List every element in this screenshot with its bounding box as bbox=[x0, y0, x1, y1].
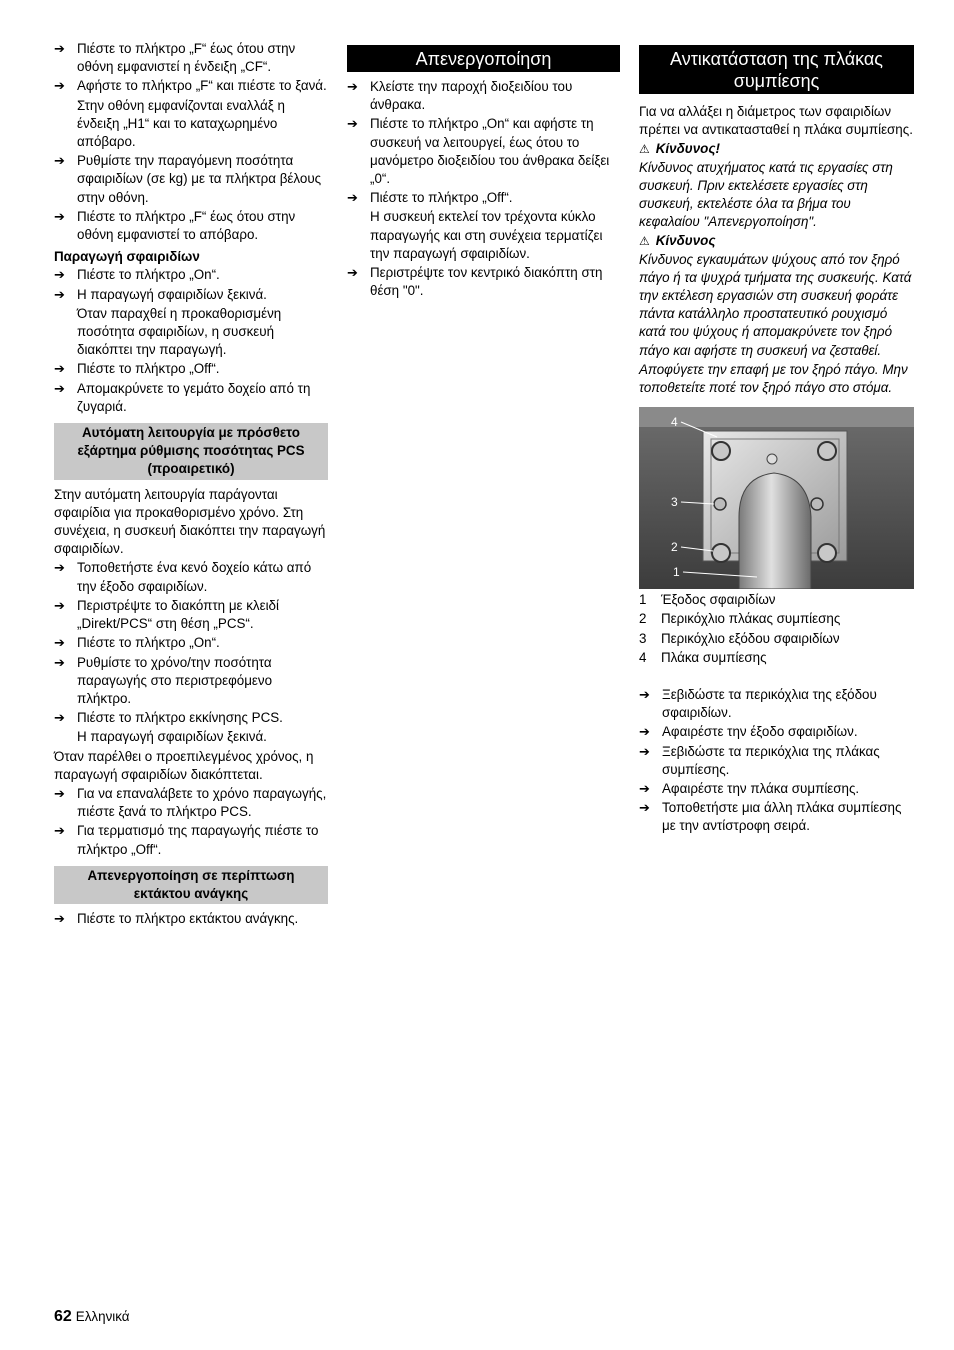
step-note: Στην οθόνη εμφανίζονται εναλλάξ η ένδειξη „H1“ και το καταχωρημένο απόβαρο. bbox=[77, 97, 285, 150]
step-item: ➔ Ρυθμίστε την παραγόμενη ποσότητα σφαιριδίων (σε kg) με τα πλήκτρα βέλους στην οθόνη. bbox=[54, 153, 322, 205]
auto-intro: Στην αυτόματη λειτουργία παράγονται σφαιρίδια για προκαθορισμένο χρόνο. Στη συνέχεια, η συσκευή διακόπτει την παραγωγή σφαιριδίων. bbox=[54, 486, 326, 557]
middle-column bbox=[347, 40, 620, 301]
compression-plate-illustration bbox=[639, 407, 914, 589]
warning-triangle-icon: ⚠ bbox=[639, 234, 650, 249]
step-item: ➔ Πιέστε το πλήκτρο „On“. bbox=[54, 266, 328, 284]
plate-nut bbox=[818, 442, 836, 460]
arrow-icon: ➔ bbox=[347, 265, 358, 281]
step-item: ➔ Πιέστε το πλήκτρο „On“. bbox=[54, 634, 328, 652]
step-item: ➔ Πιέστε το πλήκτρο „Off“. bbox=[54, 360, 328, 378]
step-item: ➔ Αφαιρέστε την έξοδο σφαιριδίων. bbox=[639, 723, 914, 741]
legend-item: 4 Πλάκα συμπίεσης bbox=[639, 649, 767, 665]
step-item: ➔ Ξεβιδώστε τα περικόχλια της πλάκας συμπίεσης. bbox=[639, 743, 880, 777]
step-item: ➔ Αφαιρέστε την πλάκα συμπίεσης. bbox=[639, 780, 914, 798]
footer-language: Ελληνικά bbox=[75, 1309, 130, 1324]
danger-text: Κίνδυνος εγκαυμάτων ψύχους από τον ξηρό πάγο ή τα ψυχρά τμήματα της συσκευής. Κατά την εκτέλεση εργασιών στη συσκευή φοράτε πάντα κατάλληλο προστατευτικό ρουχισμό κατά του ψύχους ή απομακρύνετε τον ξηρό πάγο και αφήστε τη συσκευή να ζεσταθεί. bbox=[639, 251, 912, 358]
arrow-icon: ➔ bbox=[347, 116, 358, 132]
arrow-icon: ➔ bbox=[639, 724, 650, 740]
step-item: ➔ Ξεβιδώστε τα περικόχλια της εξόδου σφαιριδίων. bbox=[639, 687, 877, 721]
arrow-icon: ➔ bbox=[54, 654, 65, 670]
arrow-icon: ➔ bbox=[54, 635, 65, 651]
legend-item: 1 Έξοδος σφαιριδίων bbox=[639, 592, 776, 608]
compression-plate-photo bbox=[639, 407, 914, 589]
step-item: ➔ Πιέστε το πλήκτρο „Off“. bbox=[347, 189, 620, 207]
step-item: ➔ Αφήστε το πλήκτρο „F“ και πιέστε το ξανά. bbox=[54, 77, 328, 95]
danger-title: ⚠ Κίνδυνος! bbox=[639, 141, 720, 157]
step-item: ➔ Για τερματισμό της παραγωγής πιέστε το πλήκτρο „Off“. bbox=[54, 823, 319, 857]
page-footer bbox=[54, 1308, 130, 1326]
shutdown-heading: Απενεργοποίηση bbox=[347, 45, 620, 72]
arrow-icon: ➔ bbox=[54, 267, 65, 283]
step-note: Όταν παραχθεί η προκαθορισμένη ποσότητα σφαιριδίων, η συσκευή διακόπτει την παραγωγή. bbox=[77, 305, 282, 358]
legend-item: 2 Περικόχλιο πλάκας συμπίεσης bbox=[639, 611, 841, 627]
arrow-icon: ➔ bbox=[54, 286, 65, 302]
danger-text: Αποφύγετε την επαφή με τον ξηρό πάγο. Μην τοποθετείτε ποτέ τον ξηρό πάγο στο στόμα. bbox=[639, 361, 908, 396]
plate-nut bbox=[712, 544, 730, 562]
production-heading: Παραγωγή σφαιριδίων bbox=[54, 249, 200, 265]
left-column bbox=[54, 40, 328, 929]
step-item: ➔ Τοποθετήστε μια άλλη πλάκα συμπίεσης με την αντίστροφη σειρά. bbox=[639, 800, 902, 834]
plate-nut bbox=[712, 442, 730, 460]
step-note: Η συσκευή εκτελεί τον τρέχοντα κύκλο παραγωγής και στη συνέχεια τερματίζει την παραγωγή σφαιριδίων. bbox=[370, 209, 603, 261]
spacer bbox=[639, 668, 914, 686]
step-item: ➔ Για να επαναλάβετε το χρόνο παραγωγής, πιέστε ξανά το πλήκτρο PCS. bbox=[54, 785, 327, 820]
arrow-icon: ➔ bbox=[54, 208, 65, 224]
outlet-nut bbox=[811, 498, 823, 510]
plate-nut bbox=[818, 544, 836, 562]
step-item: ➔ Περιστρέψτε τον κεντρικό διακόπτη στη θέση "0". bbox=[347, 265, 603, 299]
callout-number: 2 bbox=[671, 540, 678, 555]
step-item: ➔ Τοποθετήστε ένα κενό δοχείο κάτω από την έξοδο σφαιριδίων. bbox=[54, 560, 312, 594]
arrow-icon: ➔ bbox=[54, 153, 65, 169]
arrow-icon: ➔ bbox=[639, 800, 650, 816]
emergency-heading: Απενεργοποίηση σε περίπτωση εκτάκτου ανάγκης bbox=[54, 866, 328, 904]
outlet-bolt bbox=[767, 454, 777, 464]
step-item: ➔ Πιέστε το πλήκτρο „F“ έως ότου στην οθόνη εμφανιστεί η ένδειξη „CF“. bbox=[54, 41, 296, 75]
pellet-outlet-pipe bbox=[739, 473, 811, 589]
danger-title: ⚠ Κίνδυνος bbox=[639, 233, 716, 249]
arrow-icon: ➔ bbox=[54, 41, 65, 56]
step-item: ➔ Περιστρέψτε το διακόπτη με κλειδί „Direkt/PCS“ στη θέση „PCS“. bbox=[54, 597, 279, 632]
arrow-icon: ➔ bbox=[54, 380, 65, 396]
auto-note: Όταν παρέλθει ο προεπιλεγμένος χρόνος, η παραγωγή σφαιριδίων διακόπτεται. bbox=[54, 748, 314, 782]
arrow-icon: ➔ bbox=[54, 911, 65, 927]
step-item: ➔ Η παραγωγή σφαιριδίων ξεκινά. bbox=[54, 286, 328, 304]
arrow-icon: ➔ bbox=[54, 823, 65, 839]
arrow-icon: ➔ bbox=[54, 785, 65, 801]
arrow-icon: ➔ bbox=[54, 710, 65, 726]
housing-top bbox=[639, 407, 914, 430]
callout-number: 1 bbox=[673, 565, 680, 580]
replace-plate-heading: Αντικατάσταση της πλάκας συμπίεσης bbox=[639, 45, 914, 94]
step-item: ➔ Πιέστε το πλήκτρο εκκίνησης PCS. bbox=[54, 709, 328, 727]
arrow-icon: ➔ bbox=[54, 78, 65, 94]
callout-number: 4 bbox=[671, 415, 678, 430]
arrow-icon: ➔ bbox=[54, 560, 65, 576]
callout-number: 3 bbox=[671, 495, 678, 510]
arrow-icon: ➔ bbox=[54, 361, 65, 377]
step-item: ➔ Κλείστε την παροχή διοξειδίου του άνθρακα. bbox=[347, 79, 573, 113]
auto-mode-heading: Αυτόματη λειτουργία με πρόσθετο εξάρτημα ρύθμισης ποσότητας PCS (προαιρετικό) bbox=[54, 423, 328, 480]
outlet-nut bbox=[714, 498, 726, 510]
warning-triangle-icon: ⚠ bbox=[639, 142, 650, 157]
step-item: ➔ Πιέστε το πλήκτρο εκτάκτου ανάγκης. bbox=[54, 910, 328, 928]
right-column bbox=[639, 40, 914, 837]
arrow-icon: ➔ bbox=[54, 597, 65, 613]
danger-text: Κίνδυνος ατυχήματος κατά τις εργασίες στη συσκευή. Πριν εκτελέσετε εργασίες στη συσκευή, εκτελέστε όλα τα βήμα του κεφαλαίου "Απενεργοποίηση". bbox=[639, 159, 893, 230]
step-note: Η παραγωγή σφαιριδίων ξεκινά. bbox=[77, 729, 267, 745]
step-item: ➔ Πιέστε το πλήκτρο „On“ και αφήστε τη συσκευή να λειτουργεί, έως ότου το μανόμετρο διοξειδίου του άνθρακα δείξει „0“. bbox=[347, 116, 610, 187]
arrow-icon: ➔ bbox=[347, 79, 358, 94]
step-item: ➔ Απομακρύνετε το γεμάτο δοχείο από τη ζυγαριά. bbox=[54, 380, 311, 414]
step-item: ➔ Πιέστε το πλήκτρο „F“ έως ότου στην οθόνη εμφανιστεί το απόβαρο. bbox=[54, 208, 296, 243]
page-number: 62 bbox=[54, 1308, 72, 1325]
replace-intro: Για να αλλάξει η διάμετρος των σφαιριδίων πρέπει να αντικατασταθεί η πλάκα συμπίεσης. bbox=[639, 104, 913, 138]
legend-item: 3 Περικόχλιο εξόδου σφαιριδίων bbox=[639, 630, 840, 646]
arrow-icon: ➔ bbox=[639, 781, 650, 797]
arrow-icon: ➔ bbox=[639, 687, 650, 703]
step-item: ➔ Ρυθμίστε το χρόνο/την ποσότητα παραγωγής στο περιστρεφόμενο πλήκτρο. bbox=[54, 654, 273, 706]
arrow-icon: ➔ bbox=[347, 190, 358, 206]
arrow-icon: ➔ bbox=[639, 743, 650, 759]
